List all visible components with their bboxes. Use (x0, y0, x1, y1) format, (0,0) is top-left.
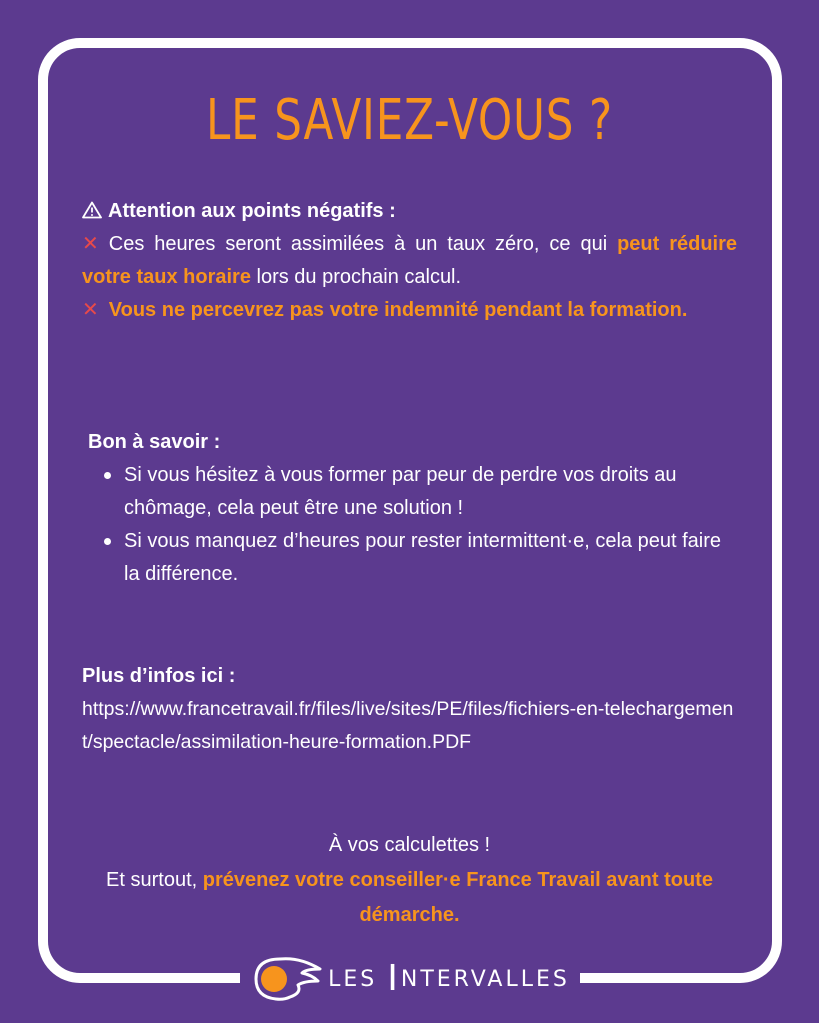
list-item: Si vous manquez d’heures pour rester intermittent·e, cela peut faire la différence. (88, 525, 738, 591)
logo-text-initial: I (387, 957, 401, 999)
logo-text-pre: LES (328, 966, 388, 992)
attention-item-2 (82, 294, 737, 327)
infos-link[interactable]: https://www.francetravail.fr/files/live/sites/PE/files/fichiers-en-telechargement/spectacle/assimilation-heure-formation.PDF (82, 698, 734, 753)
cross-icon: ✕ (82, 233, 99, 255)
logo (240, 948, 580, 1008)
attention-heading (82, 195, 737, 228)
footer-line-1: À vos calculettes ! (328, 834, 491, 856)
attention-item-1 (82, 228, 737, 294)
footer-line-2 (82, 863, 737, 933)
page-title: LE SAVIEZ-VOUS ? (206, 88, 613, 153)
list-item: Si vous hésitez à vous former par peur de perdre vos droits au chômage, cela peut être une solution ! (88, 459, 738, 525)
footer-line-2-highlight: prévenez votre conseiller·e France Travail avant toute démarche. (202, 869, 713, 926)
warning-triangle-icon (82, 201, 102, 219)
attention-item-1-end: lors du prochain calcul. (250, 266, 462, 288)
attention-section (82, 195, 737, 327)
attention-item-2-text: Vous ne percevrez pas votre indemnité pendant la formation. (108, 299, 688, 321)
logo-text (328, 958, 570, 999)
footer-line-2-text: Et surtout, (106, 869, 203, 891)
attention-item-1-text: Ces heures seront assimilées à un taux zéro, ce qui (108, 233, 618, 255)
infos-section (82, 660, 737, 759)
footer-message (82, 828, 737, 933)
bon-a-savoir-heading: Bon à savoir : (88, 431, 221, 453)
bon-a-savoir-section (88, 426, 738, 591)
attention-item-1-highlight: peut réduire votre taux horaire (82, 233, 737, 288)
bon-a-savoir-list (88, 459, 738, 591)
attention-heading-text: Attention aux points négatifs : (108, 200, 396, 222)
infos-heading: Plus d’infos ici : (82, 665, 236, 687)
cross-icon: ✕ (82, 299, 99, 321)
comet-logo-icon (250, 953, 322, 1003)
logo-text-rest: NTERVALLES (400, 966, 570, 992)
